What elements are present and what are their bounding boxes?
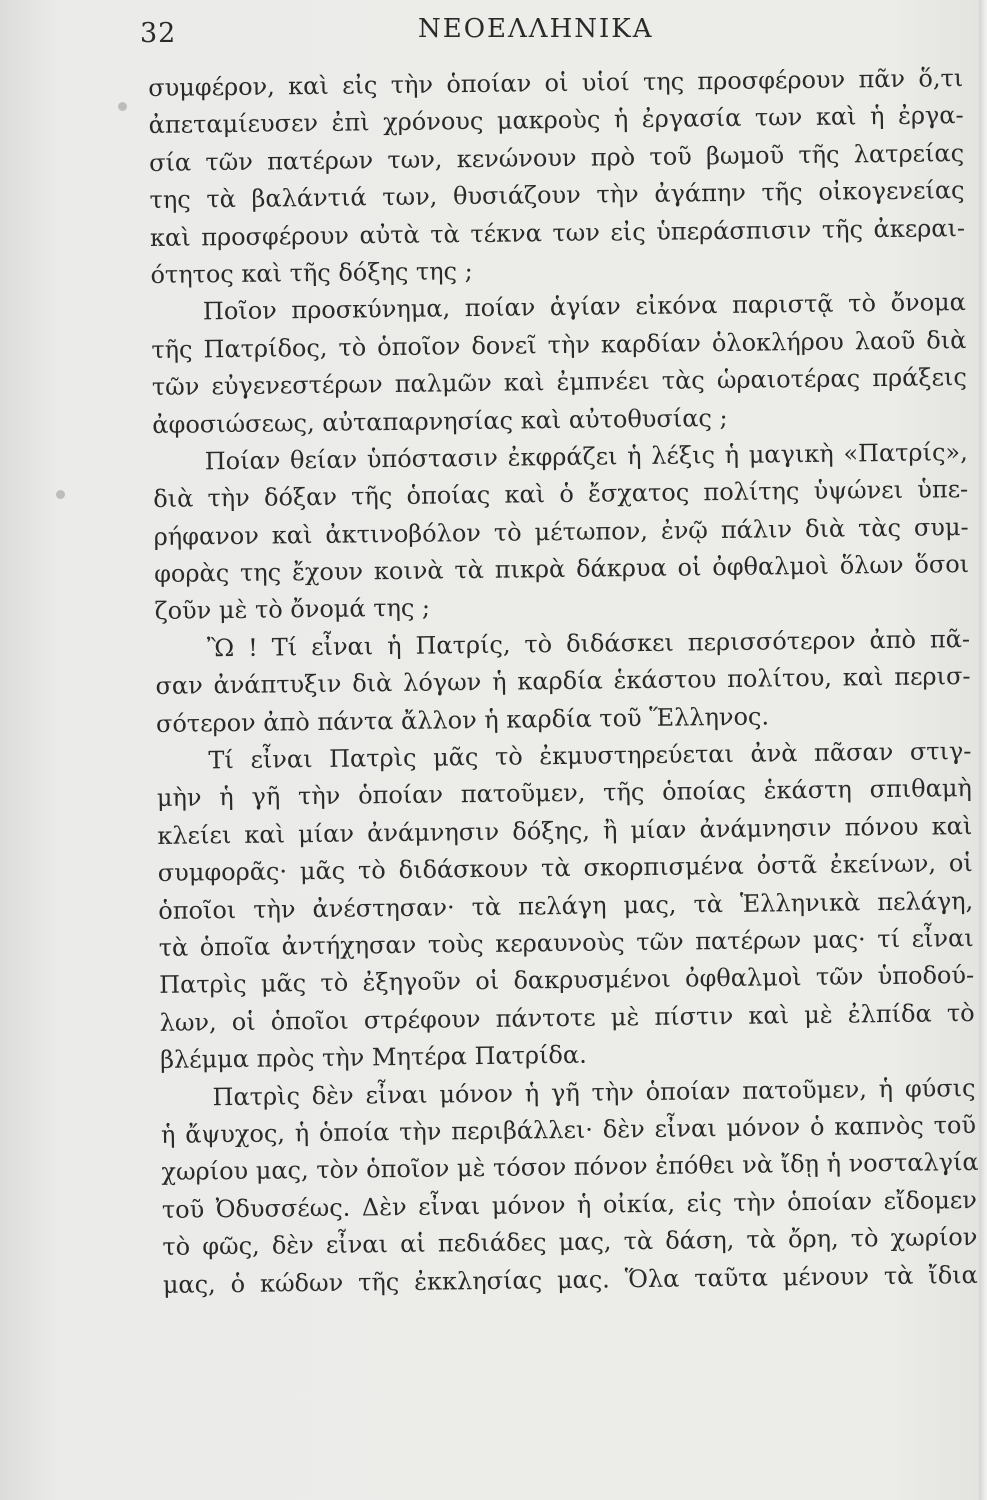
paper-spot <box>56 490 65 499</box>
text-line: ζοῦν μὲ τὸ ὄνομά της ; <box>154 594 431 626</box>
text-line: τοῦ Ὀδυσσέως. Δὲν εἶναι μόνον ἡ οἰκία, εἰς τὴν ὁποίαν εἴδομεν <box>161 1185 978 1224</box>
text-line: σαν ἀνάπτυξιν διὰ λόγων ἡ καρδία ἑκάστου πολίτου, καὶ περισ- <box>155 662 971 701</box>
text-line: Πατρὶς μᾶς τὸ ἐξηγοῦν οἱ δακρυσμένοι ὀφθαλμοὶ τῶν ὑποδού- <box>159 961 975 1000</box>
text-line: Ὢ ! Τί εἶναι ἡ Πατρίς, τὸ διδάσκει περισσότερον ἀπὸ πᾶ- <box>206 624 971 663</box>
text-line: τῆς Πατρίδος, τὸ ὁποῖον δονεῖ τὴν καρδίαν ὁλοκλήρου λαοῦ διὰ <box>151 325 967 364</box>
text-line: Πατρὶς δὲν εἶναι μόνον ἡ γῆ τὴν ὁποίαν πατοῦμεν, ἡ φύσις <box>212 1073 976 1111</box>
text-line: της τὰ βαλάντιά των, θυσιάζουν τὴν ἀγάπην τῆς οἰκογενείας <box>149 176 965 215</box>
text-line: ὁποῖοι τὴν ἀνέστησαν· τὰ πελάγη μας, τὰ Ἑλληνικὰ πελάγη, <box>158 886 974 925</box>
text-line: βλέμμα πρὸς τὴν Μητέρα Πατρίδα. <box>159 1040 587 1075</box>
text-line: χωρίου μας, τὸν ὁποῖον μὲ τόσον πόνον ἐπόθει νὰ ἴδῃ ἡ νοσταλγία <box>161 1148 979 1187</box>
body-text <box>148 60 978 1304</box>
text-line: λων, οἱ ὁποῖοι στρέφουν πάντοτε μὲ πίστιν καὶ μὲ ἐλπίδα τὸ <box>159 998 975 1037</box>
text-line: ἡ ἄψυχος, ἡ ὁποία τὴν περιβάλλει· δὲν εἶναι μόνον ὁ καπνὸς τοῦ <box>160 1110 977 1149</box>
text-line: τὸ φῶς, δὲν εἶναι αἱ πεδιάδες μας, τὰ δάση, τὰ ὄρη, τὸ χωρίον <box>162 1223 978 1262</box>
text-line: τῶν εὐγενεστέρων παλμῶν καὶ ἐμπνέει τὰς ὡραιοτέρας πράξεις <box>151 363 967 402</box>
text-line: διὰ τὴν δόξαν τῆς ὁποίας καὶ ὁ ἔσχατος πολίτης ὑψώνει ὑπε- <box>153 475 969 514</box>
text-line: σότερον ἀπὸ πάντα ἄλλον ἡ καρδία τοῦ Ἕλληνος. <box>155 702 770 738</box>
text-line: Ποίαν θείαν ὑπόστασιν ἐκφράζει ἡ λέξις ἡ μαγικὴ «Πατρίς», <box>204 437 968 476</box>
text-line: Τί εἶναι Πατρὶς μᾶς τὸ ἐκμυστηρεύεται ἀνὰ πᾶσαν στιγ- <box>208 737 972 775</box>
paper-spot <box>118 102 127 111</box>
text-line: κλείει καὶ μίαν ἀνάμνησιν δόξης, ἢ μίαν ἀνάμνησιν πόνου καὶ <box>157 811 973 850</box>
text-line: συμφέρον, καὶ εἰς τὴν ὁποίαν οἱ υἱοί της προσφέρουν πᾶν ὅ,τι <box>148 64 964 102</box>
text-line: ἀφοσιώσεως, αὐταπαρνησίας καὶ αὐτοθυσίας ; <box>152 403 728 439</box>
text-line: ρήφανον καὶ ἀκτινοβόλον τὸ μέτωπον, ἐνῷ πάλιν διὰ τὰς συμ- <box>153 512 969 551</box>
text-line: συμφορᾶς· μᾶς τὸ διδάσκουν τὰ σκορπισμένα ὀστᾶ ἐκείνων, οἱ <box>157 849 973 888</box>
text-line: τὰ ὁποῖα ἀντήχησαν τοὺς κεραυνοὺς τῶν πατέρων μας· τί εἶναι <box>158 923 974 962</box>
running-head: ΝΕΟΕΛΛΗΝΙΚΑ <box>418 14 654 44</box>
text-line: καὶ προσφέρουν αὐτὰ τὰ τέκνα των εἰς ὑπεράσπισιν τῆς ἀκεραι- <box>149 213 966 252</box>
page-number: 32 <box>140 18 177 49</box>
text-line: σία τῶν πατέρων των, κενώνουν πρὸ τοῦ βωμοῦ τῆς λατρείας <box>148 138 965 177</box>
text-line: Ποῖον προσκύνημα, ποίαν ἁγίαν εἰκόνα παριστᾷ τὸ ὄνομα <box>202 288 967 326</box>
page-edge <box>979 0 987 1500</box>
text-line: φορὰς της ἔχουν κοινὰ τὰ πικρὰ δάκρυα οἱ ὀφθαλμοὶ ὅλων ὅσοι <box>153 550 970 589</box>
text-line: μας, ὁ κώδων τῆς ἐκκλησίας μας. Ὅλα ταῦτα μένουν τὰ ἴδια <box>162 1260 978 1299</box>
text-line: ἀπεταμίευσεν ἐπὶ χρόνους μακροὺς ἡ ἐργασία των καὶ ἡ ἐργα- <box>148 101 964 140</box>
text-line: ότητος καὶ τῆς δόξης της ; <box>150 257 473 289</box>
text-line: μὴν ἡ γῆ τὴν ὁποίαν πατοῦμεν, τῆς ὁποίας ἑκάστη σπιθαμὴ <box>156 774 973 813</box>
